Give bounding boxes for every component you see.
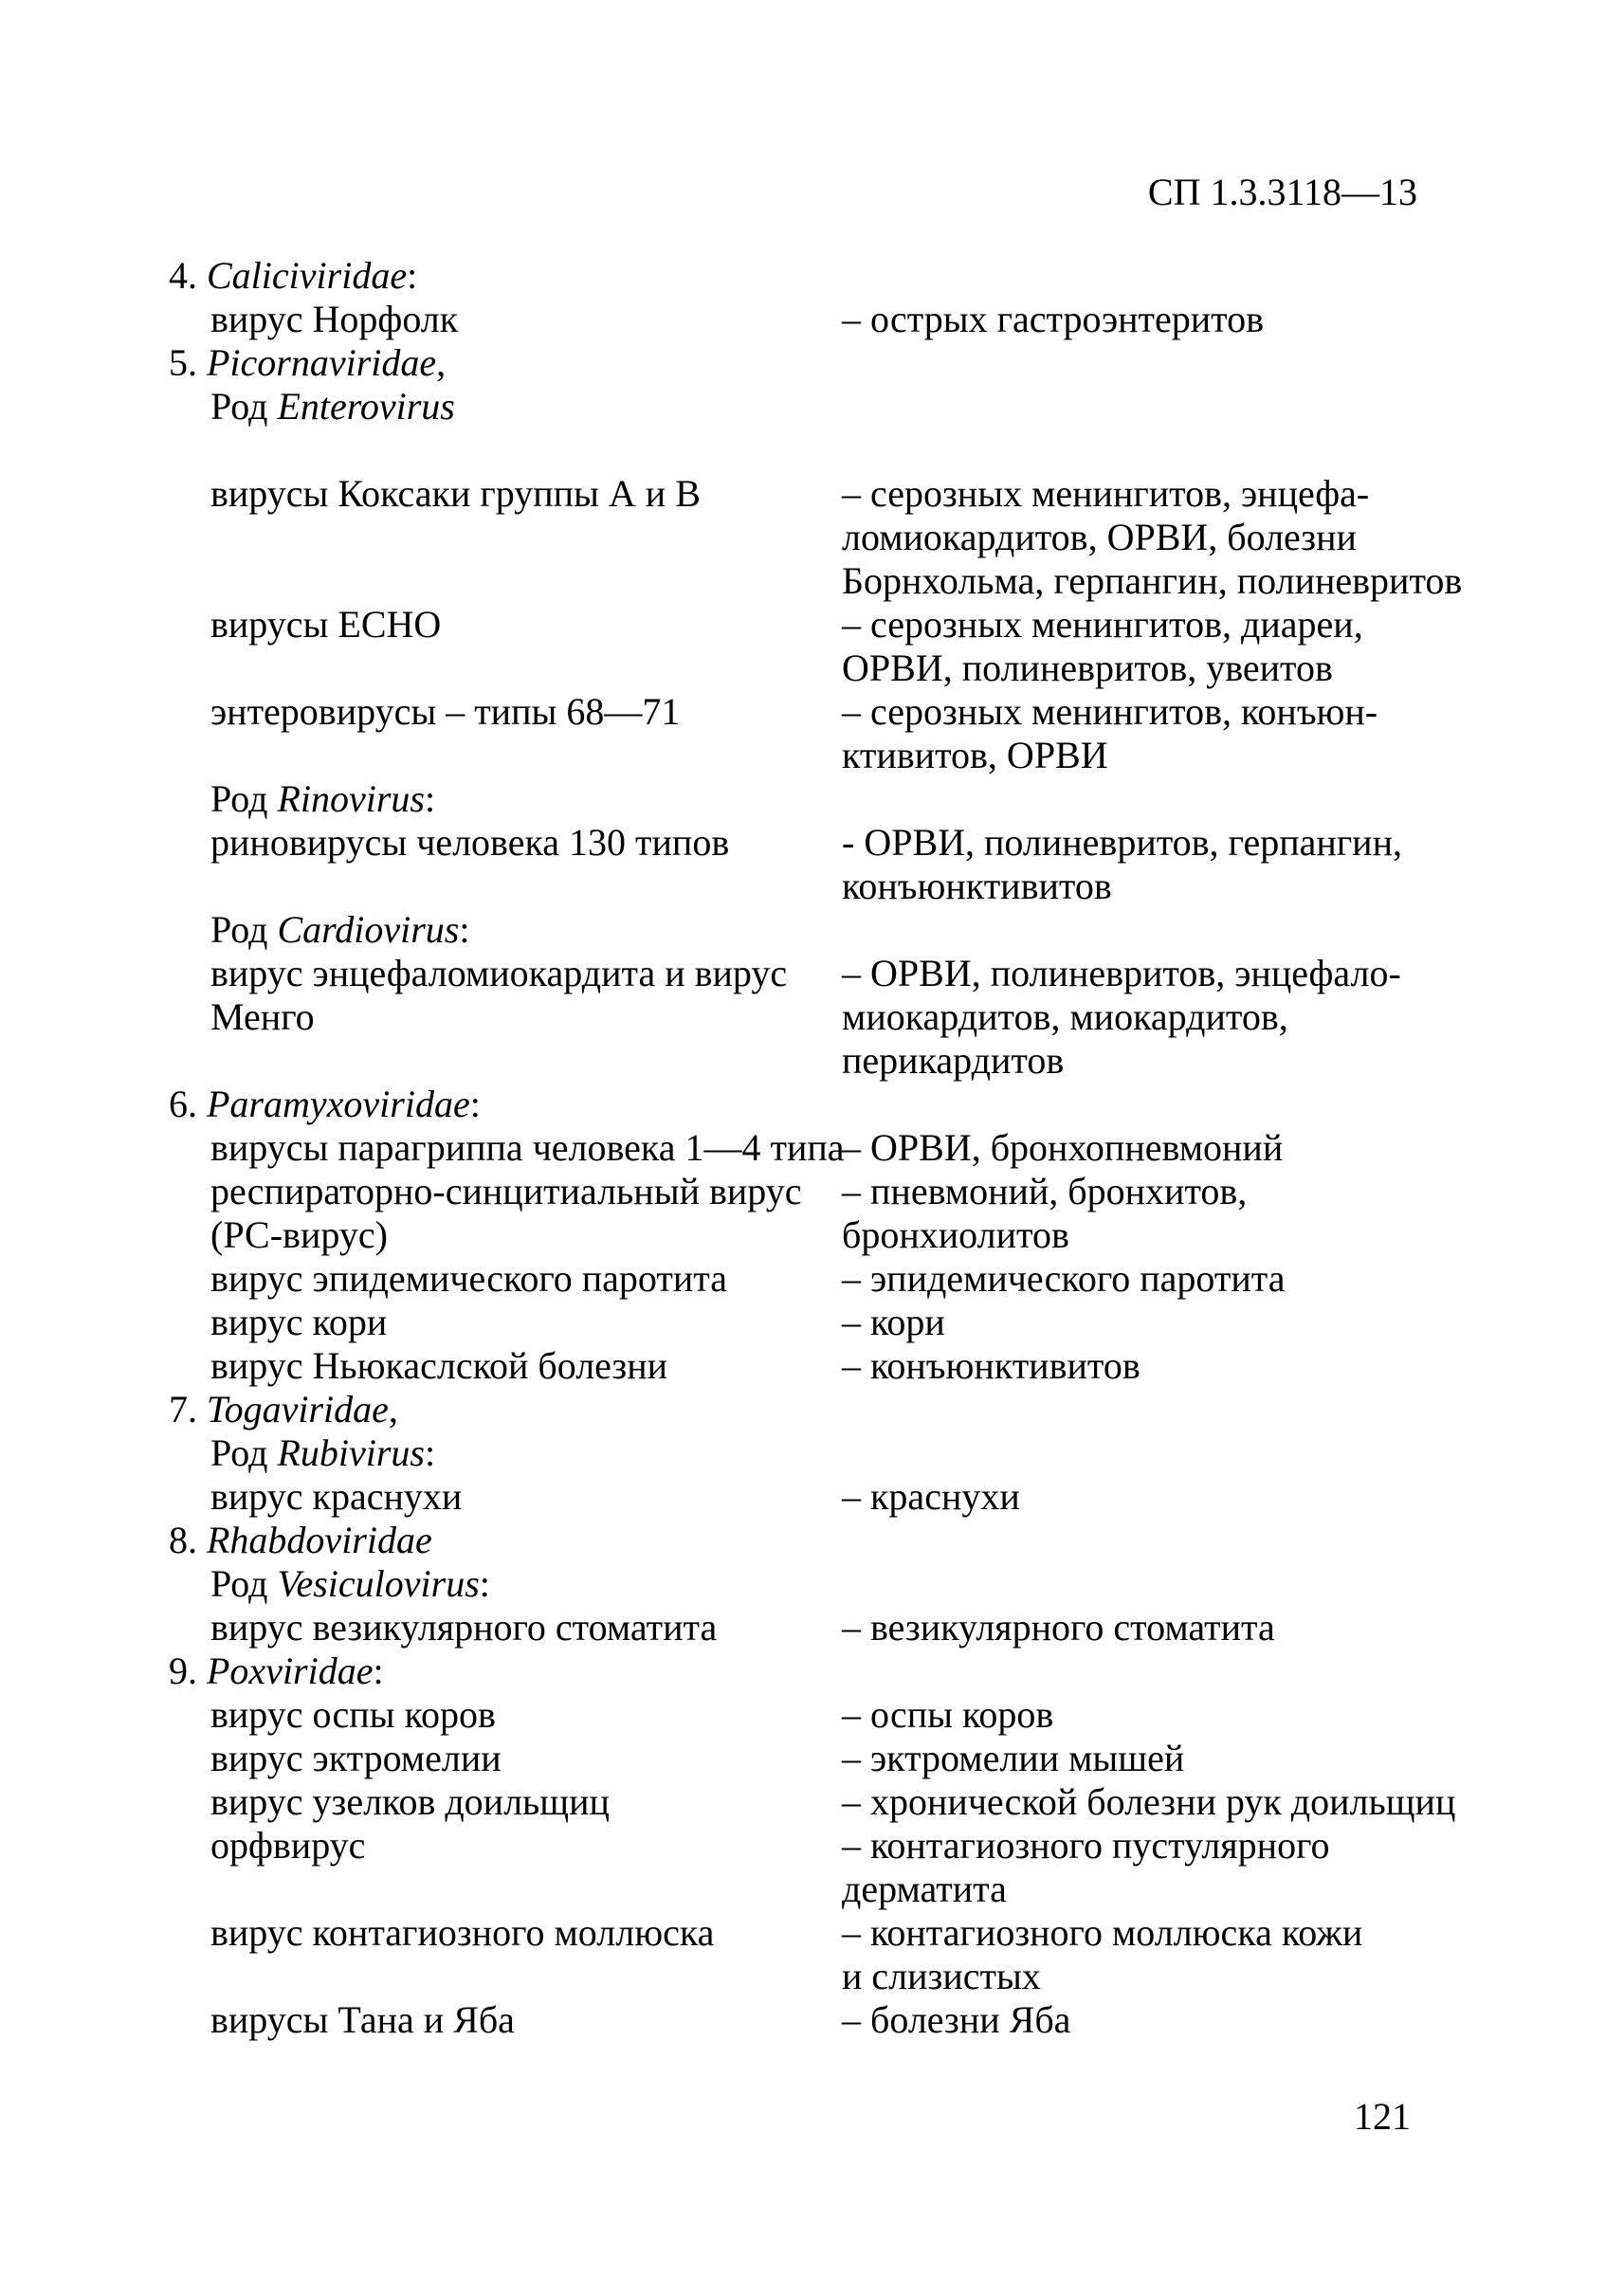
virus-name: вирус контагиозного моллюска: [210, 1911, 715, 1954]
virus-name: вирус Норфолк: [210, 298, 459, 340]
family-heading: 9. Poxviridae:: [169, 1649, 384, 1692]
disease-text: перикардитов: [842, 1039, 1065, 1082]
family-number: 8.: [169, 1519, 197, 1561]
genus-name: Rubivirus: [277, 1431, 425, 1474]
family-name: Paramyxoviridae: [207, 1083, 470, 1125]
disease-text: ломиокардитов, ОРВИ, болезни: [842, 516, 1357, 558]
virus-name: Менго: [210, 995, 315, 1038]
virus-name: (РС-вирус): [210, 1213, 388, 1256]
list-item: [0, 952, 1624, 995]
family-heading: 5. Picornaviridae,: [169, 341, 447, 384]
disease-text: и слизистых: [842, 1955, 1041, 1997]
family-number: 4.: [169, 254, 197, 297]
list-item: [0, 1257, 1624, 1301]
family-number: 6.: [169, 1083, 197, 1125]
list-item: [0, 1911, 1624, 1955]
virus-name: вирус везикулярного стоматита: [210, 1606, 718, 1649]
genus-heading: Род Rubivirus:: [210, 1431, 436, 1474]
disease-text: – везикулярного стоматита: [842, 1606, 1275, 1649]
virus-name: вирусы ЕСНО: [210, 603, 442, 646]
virus-name: энтеровирусы – типы 68—71: [210, 690, 681, 733]
family-heading: 6. Paramyxoviridae:: [169, 1083, 481, 1125]
list-item: [0, 603, 1624, 647]
genus-prefix: Род: [210, 1431, 268, 1474]
disease-text: – серозных менингитов, диареи,: [842, 603, 1363, 646]
disease-text: – эпидемического паротита: [842, 1257, 1286, 1300]
genus-name: Rinovirus: [277, 777, 425, 820]
genus-name: Enterovirus: [277, 385, 455, 428]
disease-text: – конъюнктивитов: [842, 1344, 1140, 1387]
disease-text: - ОРВИ, полиневритов, герпангин,: [842, 821, 1402, 864]
list-item: [0, 690, 1624, 734]
list-item: [0, 821, 1624, 865]
disease-text: – кори: [842, 1301, 945, 1343]
family-heading: [0, 1519, 1624, 1562]
family-heading: 7. Togaviridae,: [169, 1388, 398, 1430]
disease-text: ОРВИ, полиневритов, увеитов: [842, 647, 1333, 689]
genus-heading: Род Rinovirus:: [210, 777, 436, 820]
virus-name: риновирусы человека 130 типов: [210, 821, 730, 864]
family-name: Rhabdoviridae: [207, 1519, 432, 1561]
virus-name: вирусы Коксаки группы А и В: [210, 472, 701, 515]
list-item: [0, 1693, 1624, 1737]
genus-heading: Род Cardiovirus:: [210, 908, 470, 951]
family-number: 5.: [169, 341, 197, 384]
disease-text: – контагиозного пустулярного: [842, 1824, 1330, 1867]
family-name: Togaviridae: [207, 1388, 389, 1430]
list-item: [0, 1475, 1624, 1519]
disease-text: Борнхольма, герпангин, полиневритов: [842, 559, 1463, 602]
family-name: Poxviridae: [207, 1649, 374, 1692]
genus-heading: [0, 385, 1624, 428]
list-item: [0, 1824, 1624, 1868]
list-item: [0, 1170, 1624, 1213]
family-name: Picornaviridae: [207, 341, 437, 384]
disease-text: – хронической болезни рук доильщиц: [842, 1780, 1456, 1823]
virus-name: вирус эпидемического паротита: [210, 1257, 727, 1300]
list-item: [0, 1126, 1624, 1170]
genus-name: Cardiovirus: [277, 908, 460, 951]
disease-text: – пневмоний, бронхитов,: [842, 1170, 1248, 1212]
genus-prefix: Род: [210, 777, 268, 820]
virus-name: вирусы парагриппа человека 1—4 типа: [210, 1126, 845, 1169]
list-item: [0, 1301, 1624, 1344]
disease-text: – болезни Яба: [842, 1998, 1071, 2041]
genus-prefix: Род: [210, 385, 268, 428]
disease-text: – ОРВИ, полиневритов, энцефало-: [842, 952, 1401, 994]
list-item: [0, 472, 1624, 516]
family-heading: 4. Caliciviridae:: [169, 254, 418, 297]
genus-heading: Род Vesiculovirus:: [210, 1562, 490, 1605]
list-item: [0, 1780, 1624, 1824]
disease-text: миокардитов, миокардитов,: [842, 995, 1288, 1038]
virus-name: орфвирус: [210, 1824, 366, 1867]
family-number: 9.: [169, 1649, 197, 1692]
disease-text: конъюнктивитов: [842, 865, 1112, 907]
page-number: 121: [1354, 2095, 1411, 2138]
family-number: 7.: [169, 1388, 197, 1430]
disease-text: – контагиозного моллюска кожи: [842, 1911, 1363, 1954]
virus-name: вирус эктромелии: [210, 1737, 502, 1779]
disease-text: – оспы коров: [842, 1693, 1054, 1736]
disease-text: – серозных менингитов, конъюн-: [842, 690, 1378, 733]
genus-name: Vesiculovirus: [277, 1562, 480, 1605]
virus-name: вирус оспы коров: [210, 1693, 496, 1736]
virus-classification-list: [0, 254, 1624, 2042]
disease-text: бронхиолитов: [842, 1213, 1069, 1256]
document-code: СП 1.3.3118—13: [1147, 171, 1417, 213]
list-item: [0, 1344, 1624, 1388]
genus-prefix: Род: [210, 1562, 268, 1605]
virus-name: вирус энцефаломиокардита и вирус: [210, 952, 788, 994]
disease-text: – ОРВИ, бронхопневмоний: [842, 1126, 1284, 1169]
disease-text: – краснухи: [842, 1475, 1020, 1518]
virus-name: вирус краснухи: [210, 1475, 463, 1518]
virus-name: вирусы Тана и Яба: [210, 1998, 515, 2041]
virus-name: вирус узелков доильщиц: [210, 1780, 610, 1823]
genus-prefix: Род: [210, 908, 268, 951]
list-item: [0, 298, 1624, 341]
list-item: [0, 1606, 1624, 1649]
disease-text: ктивитов, ОРВИ: [842, 734, 1108, 776]
list-item: [0, 1737, 1624, 1780]
virus-name: вирус Ньюкаслской болезни: [210, 1344, 668, 1387]
disease-text: – эктромелии мышей: [842, 1737, 1185, 1779]
virus-name: вирус кори: [210, 1301, 388, 1343]
disease-text: – серозных менингитов, энцефа-: [842, 472, 1370, 515]
virus-name: респираторно-синцитиальный вирус: [210, 1170, 802, 1212]
disease-text: – острых гастроэнтеритов: [842, 298, 1265, 340]
list-item: [0, 1998, 1624, 2042]
disease-text: дерматита: [842, 1868, 1007, 1910]
family-name: Caliciviridae: [207, 254, 408, 297]
